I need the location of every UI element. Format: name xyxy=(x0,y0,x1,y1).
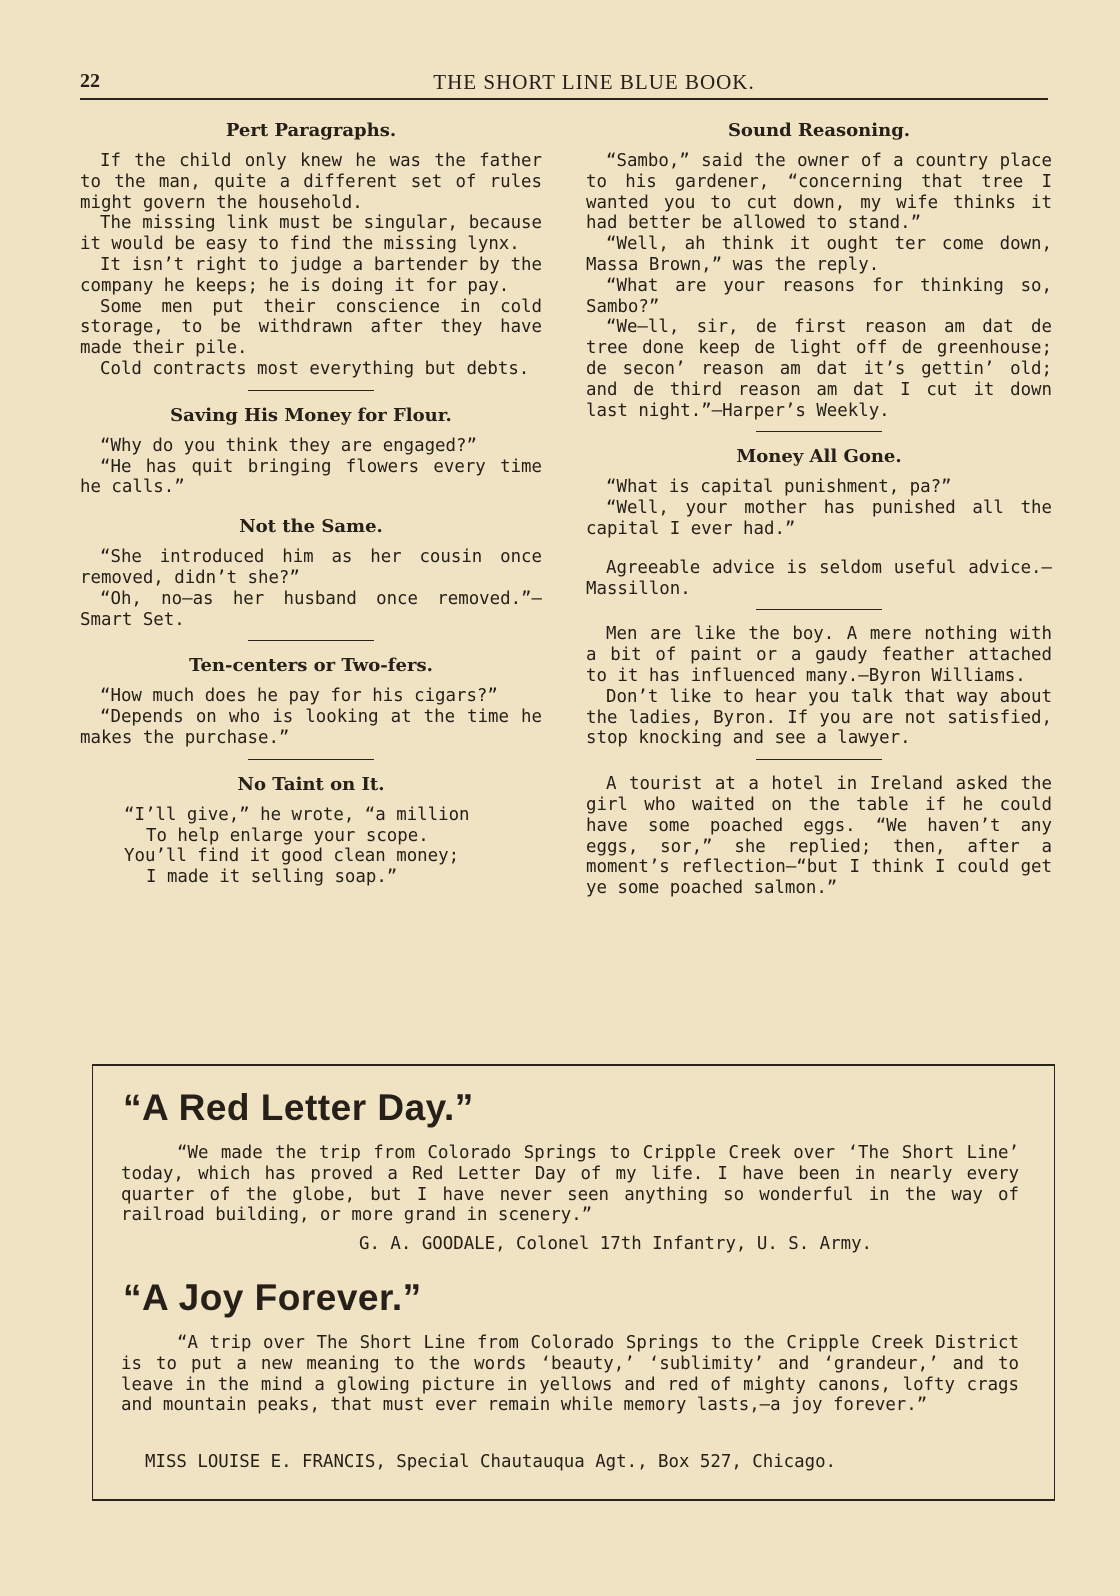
spacer xyxy=(586,540,1052,558)
section-title-not-the-same: Not the Same. xyxy=(239,516,383,538)
verse-line: I made it selling soap.” xyxy=(146,867,398,888)
paragraph: Cold contracts most everything but debts. xyxy=(100,358,530,379)
section-title-money-all-gone: Money All Gone. xyxy=(736,446,902,468)
paragraph: “Well, ah think it ought ter come down, Massa Brown,” was the reply. xyxy=(586,234,1052,275)
section-title-pert-paragraphs: Pert Paragraphs. xyxy=(225,120,397,141)
paragraph: It isn’t right to judge a bartender by the company he keeps; he is doing it for pay. xyxy=(80,254,542,296)
verse xyxy=(80,805,542,888)
verse-line: To help enlarge your scope. xyxy=(146,825,429,846)
page-header xyxy=(80,68,1048,100)
testimonial-quote: “We made the trip from Colorado Springs to Cripple Creek over ‘The Short Line’ today, which has proved a Red Letter Day of my life. I have been in nearly every quarter of the globe, but I have never seen anything so wonderful in the way of railroad building, or more grand in scenery.” xyxy=(121,1143,1019,1226)
running-title: THE SHORT LINE BLUE BOOK. xyxy=(433,70,755,94)
testimonial-signature: MISS LOUISE E. FRANCIS, Special Chautauqua Agt., Box 527, Chicago. xyxy=(145,1452,837,1472)
testimonial-title-red-letter-day: “A Red Letter Day.” xyxy=(123,1087,474,1128)
paragraph: “We—ll, sir, de first reason am dat de tree done keep de light off de greenhouse; de secon’ reason am dat it’s gettin’ old; and de third reason am dat I cut it down last night.”—Harper’s Weekly. xyxy=(586,317,1052,421)
paragraph: If the child only knew he was the father to the man, quite a different set of rules might govern the household. xyxy=(80,151,542,213)
section-title-saving-money: Saving His Money for Flour. xyxy=(170,404,452,426)
paragraph: “Oh, no—as her husband once removed.”—Smart Set. xyxy=(80,588,542,630)
section-divider xyxy=(248,640,374,641)
page-number: 22 xyxy=(80,70,100,92)
paragraph: “Sambo,” said the owner of a country place to his gardener, “concerning that tree I wanted you to cut down, my wife thinks it had better be allowed to stand.” xyxy=(586,151,1052,234)
testimonial-signature: G. A. GOODALE, Colonel 17th Infantry, U. S. Army. xyxy=(359,1234,873,1254)
section-divider xyxy=(248,390,374,391)
section-divider xyxy=(248,759,374,760)
paragraph: Don’t like to hear you talk that way about the ladies, Byron. If you are not satisfied, stop knocking and see a lawyer. xyxy=(586,686,1052,749)
paragraph: “How much does he pay for his cigars?” xyxy=(100,686,498,707)
paragraph: “What are your reasons for thinking so, Sambo?” xyxy=(586,275,1052,317)
testimonial-quote: “A trip over The Short Line from Colorado Springs to the Cripple Creek District is to put a new meaning to the words ‘beauty,’ ‘sublimity’ and ‘grandeur,’ and to leave in the mind a glowing picture in yellows and red of mighty canons, lofty crags and mountain peaks, that must ever remain while memory lasts,—a joy forever.” xyxy=(121,1333,1019,1416)
verse-line: “I’ll give,” he wrote, “a million xyxy=(124,804,470,825)
paragraph: Agreeable advice is seldom useful advice.—Massillon. xyxy=(586,557,1052,599)
paragraph: “Why do you think they are engaged?” xyxy=(100,435,477,456)
paragraph: “What is capital punishment, pa?” xyxy=(606,477,952,498)
paragraph: “Well, your mother has punished all the capital I ever had.” xyxy=(586,498,1052,539)
section-divider xyxy=(756,609,882,610)
left-column xyxy=(80,120,542,888)
section-title-ten-centers: Ten-centers or Two-fers. xyxy=(189,655,433,677)
paragraph: Men are like the boy. A mere nothing with a bit of paint or a gaudy feather attached to it has influenced many.—Byron Williams. xyxy=(586,624,1052,686)
testimonial-title-joy-forever: “A Joy Forever.” xyxy=(123,1277,422,1318)
paragraph: Some men put their conscience in cold storage, to be withdrawn after they have made their pile. xyxy=(80,296,542,359)
verse-line: You’ll find it good clean money; xyxy=(124,846,460,867)
paragraph: The missing link must be singular, because it would be easy to find the missing lynx. xyxy=(80,213,542,255)
right-column xyxy=(586,120,1052,899)
spacer xyxy=(80,498,542,516)
section-title-sound-reasoning: Sound Reasoning. xyxy=(727,120,911,141)
section-divider xyxy=(756,431,882,432)
paragraph: “He has quit bringing flowers every time he calls.” xyxy=(80,456,542,498)
section-title-no-taint: No Taint on It. xyxy=(237,773,385,795)
paragraph: “Depends on who is looking at the time he makes the purchase.” xyxy=(80,707,542,748)
paragraph: “She introduced him as her cousin once removed, didn’t she?” xyxy=(80,547,542,588)
testimonial-box xyxy=(92,1064,1055,1501)
section-divider xyxy=(756,759,882,760)
paragraph: A tourist at a hotel in Ireland asked the girl who waited on the table if he could have some poached eggs. “We haven’t any eggs, sor,” she replied; then, after a moment’s reflection—“but I think I could get ye some poached salmon.” xyxy=(586,774,1052,899)
